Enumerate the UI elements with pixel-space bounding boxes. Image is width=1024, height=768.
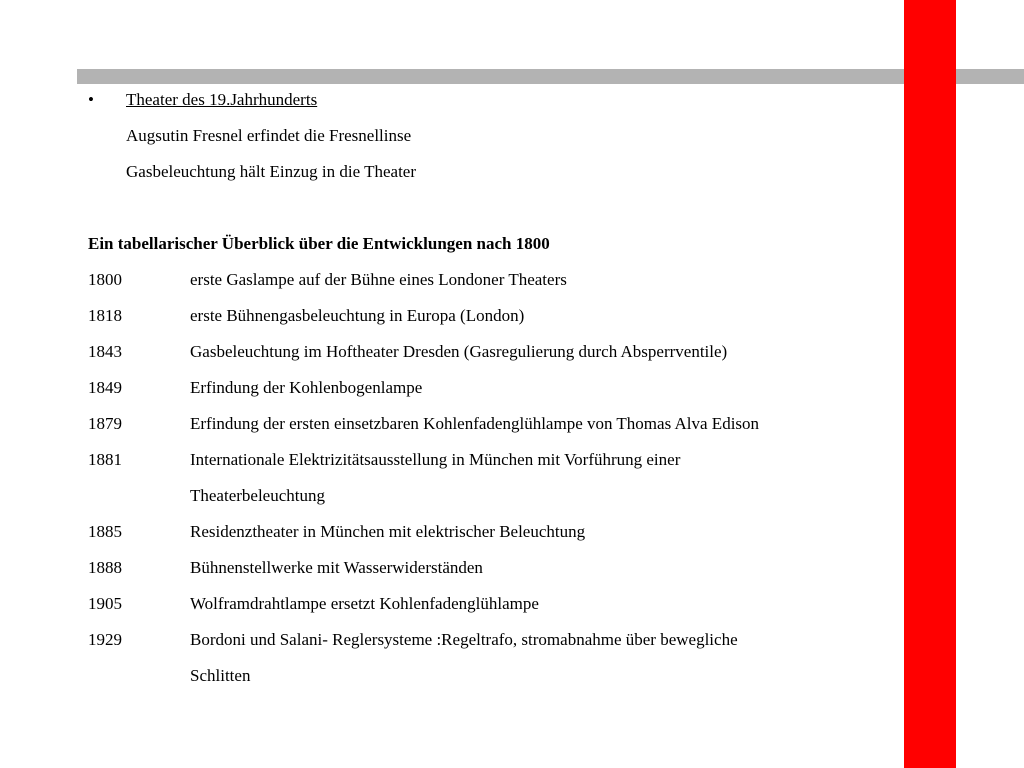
timeline-description: Wolframdrahtlampe ersetzt Kohlenfadenglühlampe: [190, 594, 539, 613]
timeline-row: [88, 550, 898, 586]
timeline-description: Erfindung der Kohlenbogenlampe: [190, 378, 423, 397]
timeline-description: Erfindung der ersten einsetzbaren Kohlenfadenglühlampe von Thomas Alva Edison: [190, 414, 760, 433]
timeline-year: 1905: [88, 594, 122, 613]
timeline-year: 1885: [88, 522, 122, 541]
timeline-row-continuation: [88, 658, 898, 694]
red-side-bar: [904, 0, 956, 768]
timeline-row: [88, 298, 898, 334]
timeline-description: Theaterbeleuchtung: [190, 486, 325, 505]
timeline-year: [88, 478, 190, 514]
timeline-description: Schlitten: [190, 666, 251, 685]
timeline-description: Bühnenstellwerke mit Wasserwiderständen: [190, 558, 483, 577]
bullet-item: [88, 82, 898, 118]
timeline-year: 1849: [88, 378, 122, 397]
timeline-description: Gasbeleuchtung im Hoftheater Dresden (Gasregulierung durch Absperrventile): [190, 342, 728, 361]
timeline-year: 1818: [88, 306, 122, 325]
timeline-year: 1888: [88, 558, 122, 577]
timeline-description: Residenztheater in München mit elektrischer Beleuchtung: [190, 522, 586, 541]
timeline-year: 1929: [88, 630, 122, 649]
timeline-year: 1881: [88, 450, 122, 469]
timeline-year: [88, 658, 190, 694]
timeline-row-continuation: [88, 478, 898, 514]
timeline-row: [88, 262, 898, 298]
timeline-row: [88, 406, 898, 442]
timeline-row: [88, 586, 898, 622]
timeline-row: [88, 334, 898, 370]
spacer: [88, 190, 898, 226]
bullet-title: Theater des 19.Jahrhunderts: [126, 90, 318, 109]
bullet-subline: Augsutin Fresnel erfindet die Fresnellinse: [126, 126, 412, 145]
timeline-row: [88, 442, 898, 478]
timeline-description: Internationale Elektrizitätsausstellung in München mit Vorführung einer: [190, 450, 681, 469]
timeline-description: erste Bühnengasbeleuchtung in Europa (London): [190, 306, 525, 325]
bullet-subline: Gasbeleuchtung hält Einzug in die Theater: [126, 162, 417, 181]
timeline-year: 1843: [88, 342, 122, 361]
timeline-row: [88, 370, 898, 406]
timeline-year: 1879: [88, 414, 122, 433]
overview-heading: Ein tabellarischer Überblick über die Entwicklungen nach 1800: [88, 234, 550, 253]
timeline-row: [88, 622, 898, 658]
timeline-description: Bordoni und Salani- Reglersysteme :Regeltrafo, stromabnahme über bewegliche: [190, 630, 738, 649]
timeline-year: 1800: [88, 270, 122, 289]
timeline-table: [88, 262, 898, 694]
timeline-row: [88, 514, 898, 550]
bullet-icon: •: [88, 90, 94, 109]
slide-content: [88, 82, 898, 694]
timeline-description: erste Gaslampe auf der Bühne eines Londoner Theaters: [190, 270, 567, 289]
